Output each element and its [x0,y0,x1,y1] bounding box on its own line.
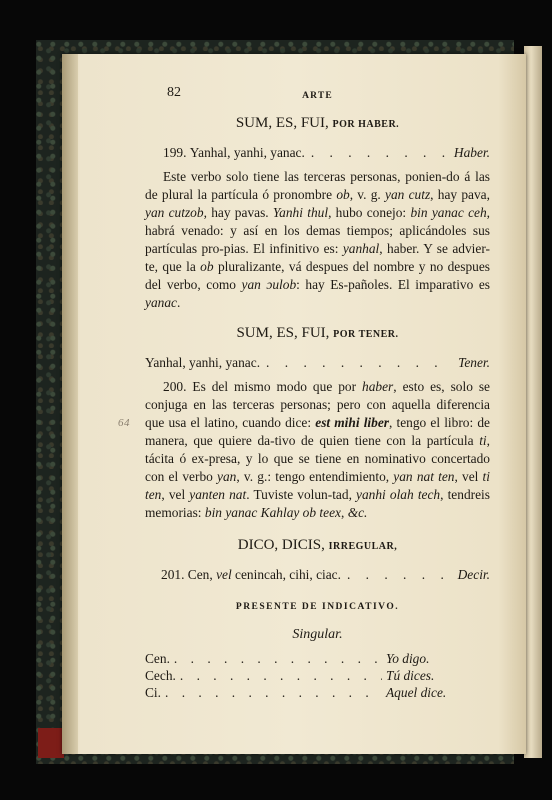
text-run: , tendreis memorias: [145,487,490,520]
paragraph-haber [145,168,490,312]
entry-number: 201. [161,567,185,582]
text-run: , vel [161,487,190,502]
text-run: , hay pava, [430,187,490,202]
conjugation-gloss: Aquel dice. [386,685,447,700]
latin-term: est mihi liber [315,415,390,430]
entry-forms: Yanhal, yanhi, yanac. [189,145,305,160]
mayan-term: yan ɔulob [241,277,297,292]
conjugation-gloss: Tú dices. [386,668,435,683]
section-title: DICO, DICIS, [237,537,325,553]
number-heading: Singular. [292,627,343,642]
etcetera: &c. [347,505,368,520]
entry-tener [145,354,490,372]
red-ribbon-tab [38,728,64,758]
mayan-term: yanac [145,295,177,310]
leader-dots [266,354,452,372]
leader-dots [347,566,452,584]
mayan-term: ti ten [145,469,490,502]
section-title: SUM, ES, FUI, [235,115,329,131]
running-head-title: ARTE [302,91,333,101]
text-run: , haber. Y se advier-te, que la [145,241,490,274]
text-run: Este verbo solo tiene las terceras personas, ponien-do á las de plural la partícula ó pronombre [145,169,490,202]
entry-199 [145,144,490,162]
text-run: cenincah, cihi, ciac. [231,567,341,582]
text-run: . Tuviste volun-tad, [246,487,357,502]
mayan-term: yanten nat [189,487,247,502]
mayan-term: yan cutz [385,187,431,202]
mayan-term: yan cutzob [145,205,204,220]
running-head [145,82,490,102]
entry-number: 199. [163,145,187,160]
facing-page-edge [524,46,542,758]
section-heading-haber [145,114,490,134]
mayan-term: ti [479,433,487,448]
text-run: , hubo conejo: [328,205,411,220]
entry-forms: Yanhal, yanhi, yanac. [145,355,261,370]
leader-dots [165,684,382,702]
conjugation-gloss: Yo digo. [386,651,430,666]
page-number: 82 [167,85,181,100]
mayan-term: ob [336,187,350,202]
section-heading-tener [145,324,490,344]
text-run: , tácita ó ex-presa, y lo que se tiene en nominativo concertado con el verbo [145,433,490,484]
margin-pencil-note: 64 [118,417,130,429]
tense-heading: PRESENTE DE INDICATIVO. [235,602,400,612]
latin-term: vel [216,567,232,582]
mayan-term: ob [200,259,214,274]
text-run: , [340,505,348,520]
entry-meaning: Haber. [453,145,490,160]
entry-201 [145,566,490,584]
entry-number: 200. [163,379,187,394]
text-run: . [176,295,181,310]
conjugation-row [145,684,490,701]
leader-dots [311,144,448,162]
entry-meaning: Tener. [458,355,490,370]
text-run: : hay Es-pañoles. El imparativo es [296,277,490,292]
page-content [145,82,490,701]
mayan-term: bin yanac ceh [410,205,487,220]
mayan-term: yan nat ten [393,469,455,484]
text-run: , v. g.: tengo entendimiento, [236,469,394,484]
conjugation-form: Cech. [145,668,176,683]
mayan-term: bin yanac Kahlay ob teex [204,505,341,520]
text-run: , v. g. [349,187,386,202]
text-run: , vel [454,469,483,484]
text-run: , tengo el libro: de manera, que quiere da-tivo de quien tiene con la partícula [145,415,490,448]
mayan-term: Yanhi thul [272,205,329,220]
section-heading-dico [145,536,490,556]
conjugation-row [145,667,490,684]
text-run: pluralizante, vá despues del nombre y no despues del verbo, como [145,259,490,292]
entry-forms [188,566,341,584]
section-title-small: POR TENER. [333,329,399,340]
text-run: Es del mismo modo que por [186,379,363,394]
conjugation-form: Cen. [145,651,170,666]
conjugation-form: Ci. [145,685,161,700]
conjugation-row [145,650,490,667]
text-run: , esto es, solo se conjuga en las terceras personas; pero con aquella diferencia que usa el latino, cuando dice: [145,379,491,430]
text-run: , habrá venado: y así en los demas tiempos; aplicándoles sus partículas pro-pias. El infinitivo es: [145,205,491,256]
section-title: SUM, ES, FUI, [236,325,330,341]
section-title-small: POR HABER. [332,119,400,130]
leader-dots [174,650,382,668]
mayan-term: yanhi olah tech [356,487,441,502]
mayan-term: yan [217,469,237,484]
mayan-term: yanhal [342,241,380,256]
paragraph-200 [145,378,490,522]
mayan-term: haber [362,379,394,394]
entry-meaning: Decir. [457,567,490,582]
text-run: Cen, [187,567,217,582]
conjugation-table [145,650,490,701]
text-run: , hay pavas. [203,205,273,220]
page-gutter [62,54,78,754]
leader-dots [180,667,382,685]
section-title-small: IRREGULAR, [328,541,398,552]
